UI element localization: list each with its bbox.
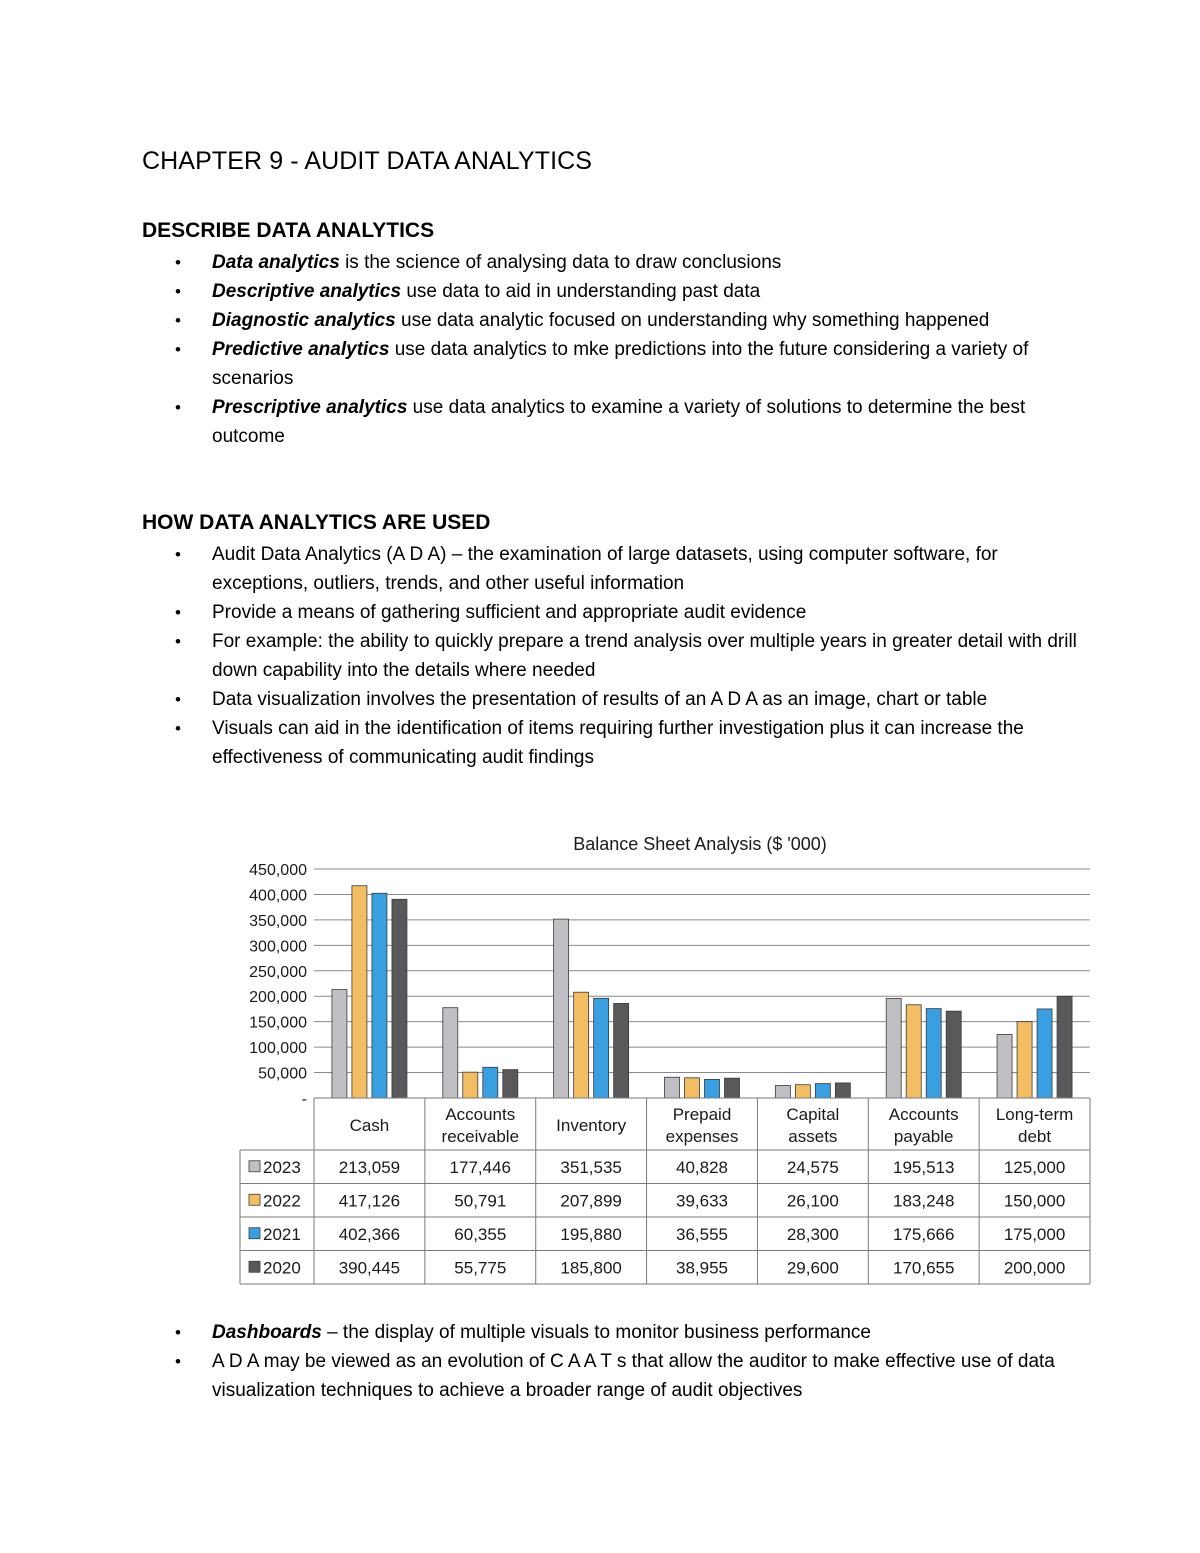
data-label: 170,655 (892, 1258, 955, 1278)
data-label: 175,000 (1003, 1224, 1066, 1244)
data-label: 207,899 (560, 1191, 622, 1211)
dashboards-list (142, 1318, 1082, 1405)
y-tick-label: 400,000 (249, 887, 307, 905)
bar-2022-1 (463, 1072, 478, 1098)
y-tick-label: 350,000 (249, 912, 307, 930)
bar-2023-5 (886, 999, 901, 1098)
bar-2022-0 (352, 886, 367, 1098)
bar-2022-6 (1017, 1022, 1032, 1098)
definition: use data to aid in understanding past data (401, 281, 761, 302)
data-label: 125,000 (1003, 1157, 1066, 1177)
y-tick-label: 200,000 (249, 989, 307, 1007)
bar-2021-0 (372, 893, 387, 1098)
term: Dashboards (212, 1322, 322, 1343)
category-label: Prepaid (672, 1105, 732, 1124)
data-label: 402,366 (338, 1224, 401, 1244)
bar-2023-4 (775, 1085, 790, 1098)
data-label: 200,000 (1003, 1258, 1066, 1278)
bar-2023-3 (665, 1077, 680, 1098)
y-tick-label: 300,000 (249, 938, 307, 956)
definition: is the science of analysing data to draw conclusions (339, 252, 782, 273)
category-label: debt (1018, 1127, 1052, 1146)
bar-2023-2 (554, 919, 569, 1098)
bar-2022-3 (685, 1078, 700, 1098)
definition: use data analytics to mke predictions into the future considering a variety of scenarios (212, 339, 1029, 389)
bar-2021-2 (594, 998, 609, 1098)
list-item: • For example: the ability to quickly prepare a trend analysis over multiple years in greater detail with drill down capability into the details where needed (142, 627, 1082, 685)
bar-2023-0 (332, 990, 347, 1098)
category-label: Capital (786, 1105, 840, 1124)
definition: use data analytic focused on understanding why something happened (395, 310, 990, 331)
y-tick-label: 50,000 (258, 1065, 307, 1083)
data-label: 195,880 (560, 1224, 622, 1244)
term: Prescriptive analytics (212, 397, 408, 418)
list-item (142, 1347, 1082, 1405)
definition: A D A may be viewed as an evolution of C A A T s that allow the auditor to make effective use of data visualization techniques to achieve a broader range of audit objectives (212, 1351, 1055, 1401)
section-heading-describe: DESCRIBE DATA ANALYTICS (142, 219, 435, 242)
section-heading-how-used: HOW DATA ANALYTICS ARE USED (142, 511, 491, 534)
data-label: 213,059 (338, 1157, 401, 1177)
bar-2022-2 (574, 992, 589, 1098)
data-label: 36,555 (676, 1224, 728, 1244)
legend-swatch (249, 1261, 260, 1272)
chart-title: Balance Sheet Analysis ($ '000) (573, 834, 827, 854)
legend-label: 2021 (263, 1224, 301, 1244)
data-label: 55,775 (454, 1258, 507, 1278)
data-label: 40,828 (676, 1157, 728, 1177)
data-label: 29,600 (786, 1258, 839, 1278)
y-tick-label: 100,000 (249, 1040, 307, 1058)
list-item: • Audit Data Analytics (A D A) – the examination of large datasets, using computer software, for exceptions, outliers, trends, and other useful information (142, 540, 1082, 598)
legend-label: 2022 (263, 1191, 301, 1211)
bar-2020-3 (725, 1078, 740, 1098)
legend-swatch (249, 1228, 260, 1239)
data-label: 60,355 (454, 1224, 507, 1244)
term: Data analytics (212, 252, 340, 273)
data-label: 183,248 (892, 1191, 955, 1211)
data-label: 39,633 (676, 1191, 728, 1211)
y-tick-label: - (301, 1091, 307, 1108)
data-label: 150,000 (1003, 1191, 1066, 1211)
bar-2021-3 (705, 1079, 720, 1098)
y-tick-label: 150,000 (249, 1014, 307, 1032)
page-title: CHAPTER 9 - AUDIT DATA ANALYTICS (142, 147, 593, 175)
bar-2022-5 (906, 1005, 921, 1098)
bar-2020-1 (503, 1070, 518, 1098)
data-label: 185,800 (560, 1258, 622, 1278)
data-label: 177,446 (449, 1157, 512, 1177)
bar-2021-5 (926, 1009, 941, 1098)
list-item (142, 1318, 1082, 1347)
data-label: 351,535 (560, 1157, 622, 1177)
data-label: 50,791 (454, 1191, 507, 1211)
bar-2021-1 (483, 1067, 498, 1098)
legend-swatch (249, 1194, 260, 1205)
definition: use data analytics to examine a variety of solutions to determine the best outcome (212, 397, 1026, 447)
bar-2020-2 (614, 1003, 629, 1098)
term: Descriptive analytics (212, 281, 402, 302)
list-item: • Data visualization involves the presentation of results of an A D A as an image, chart or table (142, 685, 1082, 714)
category-label: Accounts (888, 1105, 959, 1124)
bar-2020-6 (1057, 996, 1072, 1098)
term: Diagnostic analytics (212, 310, 396, 331)
bar-2023-6 (997, 1034, 1012, 1098)
legend-swatch (249, 1161, 260, 1172)
category-label: Cash (349, 1116, 390, 1135)
list-item: • Visuals can aid in the identification of items requiring further investigation plus it can increase the effectiveness of communicating audit findings (142, 714, 1082, 772)
bar-2021-4 (815, 1084, 830, 1098)
bar-2020-0 (392, 899, 407, 1098)
bar-2020-4 (835, 1083, 850, 1098)
list-item: • Provide a means of gathering sufficient and appropriate audit evidence (142, 598, 1082, 627)
term: Predictive analytics (212, 339, 390, 360)
bar-2023-1 (443, 1008, 458, 1098)
category-label: receivable (441, 1127, 520, 1146)
definition: – the display of multiple visuals to monitor business performance (321, 1322, 871, 1343)
category-label: Accounts (445, 1105, 516, 1124)
legend-label: 2023 (263, 1157, 301, 1177)
y-tick-label: 250,000 (249, 963, 307, 981)
category-label: Inventory (556, 1116, 627, 1135)
category-label: payable (893, 1127, 954, 1146)
data-label: 28,300 (786, 1224, 839, 1244)
bar-2020-5 (946, 1011, 961, 1098)
data-label: 24,575 (786, 1157, 839, 1177)
data-label: 195,513 (892, 1157, 955, 1177)
bar-2022-4 (795, 1085, 810, 1098)
y-tick-label: 450,000 (249, 862, 307, 879)
data-label: 417,126 (338, 1191, 401, 1211)
data-label: 26,100 (786, 1191, 839, 1211)
data-label: 38,955 (676, 1258, 728, 1278)
category-label: assets (788, 1127, 838, 1146)
data-label: 175,666 (892, 1224, 955, 1244)
bar-2021-6 (1037, 1009, 1052, 1098)
category-label: Long-term (995, 1105, 1074, 1124)
legend-label: 2020 (263, 1258, 301, 1278)
data-label: 390,445 (338, 1258, 401, 1278)
category-label: expenses (665, 1127, 739, 1146)
